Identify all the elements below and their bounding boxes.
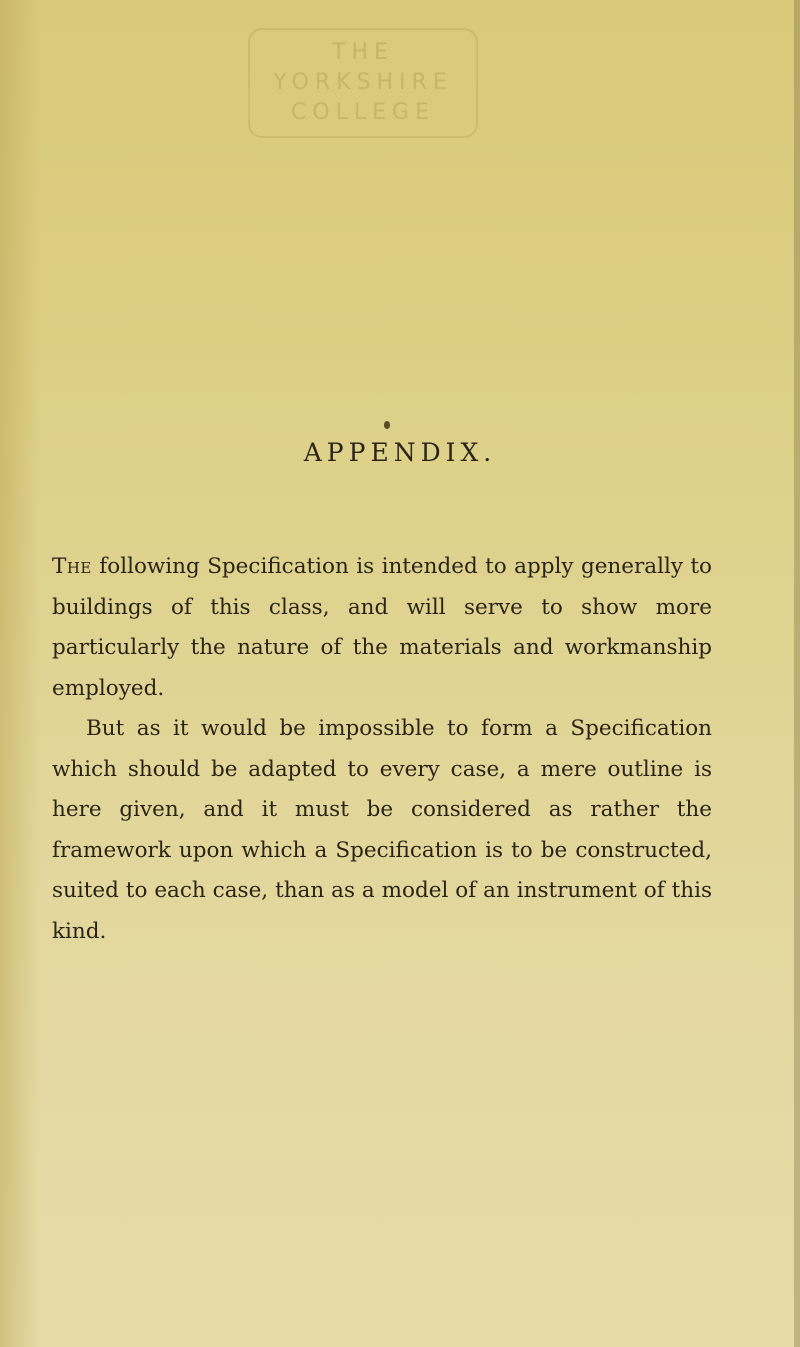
stamp-line-1: THE	[332, 40, 394, 65]
paragraph-1	[52, 547, 712, 709]
library-stamp	[248, 28, 478, 138]
paragraph-1-lead: The	[52, 554, 92, 579]
appendix-body	[52, 547, 712, 952]
paragraph-2: But as it would be impossible to form a Specification which should be adapted to every case, a mere outline is here given, and it must be considered as rather the framework upon which a Specification is to be constructed, suited to each case, than as a model of an instrument of this kind.	[52, 716, 712, 944]
paragraph-1-text: following Specification is intended to apply generally to buildings of this class, and will serve to show more particularly the nature of the materials and workmanship employed.	[52, 554, 712, 701]
ink-spot	[384, 421, 390, 429]
page-gutter-shadow	[0, 0, 40, 1347]
stamp-line-2: YORKSHIRE	[273, 70, 453, 95]
appendix-title: APPENDIX.	[303, 438, 497, 467]
stamp-line-3: COLLEGE	[290, 100, 436, 125]
page-edge	[794, 0, 800, 1347]
